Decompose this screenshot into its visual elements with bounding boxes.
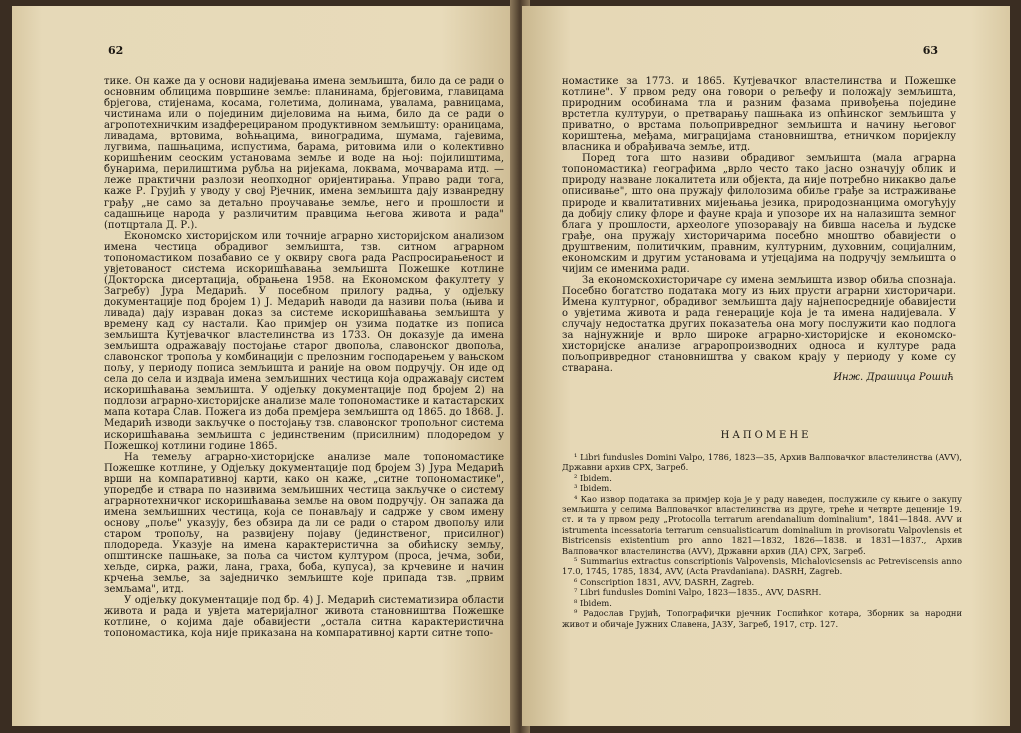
notes-heading: НАПОМЕНЕ bbox=[720, 430, 812, 441]
footnote: ¹ Libri fundusles Domini Valpo, 1786, 1823—35, Архив Валповачког властелинства (AVV), Државни архив СРХ, Загреб. bbox=[562, 452, 962, 473]
paragraph: За економскохисторичаре су имена земљишта извор обиља спознаја. Посебно богатство података могу из њих прусти аграрни хисторичари. Имена културног, обрадивог земљишта дају најнепосредније обавијести о увјетима живота и рада генерације која је та имена надијевала. У случају недостатка других показатеља она могу послужити као подлога за најнужније и врло широке аграрно-хисторијске и економско-хисторијске анализе аграропроизводних односа и културе рада пољопривредног становништва у сваком крају у периоду у коме су стварана. bbox=[562, 274, 956, 375]
footnote: ³ Ibidem. bbox=[574, 483, 612, 494]
footnote: ⁸ Ibidem. bbox=[574, 597, 612, 608]
page-number: 63 bbox=[922, 44, 938, 57]
right-page-body bbox=[562, 76, 956, 374]
paragraph: тике. Он каже да у основи надијевања имена земљишта, било да се ради о основним облицима површине земље: планинама, брјеговима, главицама брјегова, стијенама, косама, голетима, долинама, увалама, равницама, чистинама или о појединим дијеловима на њима, било да се ради о агропотехничким изадферецираном продуктивном земљишту: ораницама, ливадама, вртовима, воћњацима, виноградима, шумама, гајевима, лугвима, пашњацима, испустима, барама, ритовима или о колективно коришћеним сеоским установама земље и воде на њој: појилиштима, бунарима, перилиштима рубља на ријекама, локвама, мочварама итд. — леже практични разлози неопходног оријентирања. Управо ради тога, каже Р. Грујић у уводу у свој Рјечник, имена земљишта дају изванредну грађу „не само за детаљно проучавање земље, него и прошлости и садашњице народа у различитим правцима његова живота и рада" (потцртала Д. Р.). bbox=[104, 76, 504, 231]
author-signature: Инж. Драшица Рошић bbox=[833, 372, 954, 383]
left-page bbox=[12, 6, 517, 726]
paragraph: Поред тога што називи обрадивог земљишта (мала аграрна топономастика) географима „врло често тако јасно означују облик и природу назване локалитета или објекта, да није потребно никакво даље описивање", што она пружају филолозима обиље грађе за истраживање природе и квалитативних мијењања језика, природознанцима омогућују да добију слику флоре и фауне краја и упозоре их на налазишта земног блага у прошлости, археологе упозоравају на бивша насеља и људске грађе, она пружају хисторичарима посебно мноштво обавијести о друштвеним, политичким, правним, културним, духовним, социјалним, економским и другим установама и утјецајима на подручју земљишта о чијим се именима ради. bbox=[562, 153, 956, 275]
footnote: ⁷ Libri fundusles Domini Valpo, 1823—1835., AVV, DASRH. bbox=[574, 587, 822, 598]
footnote: ⁴ Као извор података за примјер која је у раду наведен, послужиле су књиге о закупу земљишта у селима Валповачког властелинства из друге, треће и четврте деценије 19. ст. и та у првом реду „Protocolla terrarum arendanalium dominalium", 1841—1848. AVV и istrumenta incessatoria terrarum censualisticarum dominalium in provisoratu Valpovlensis et Bistricensis existentium pro anno 1821—1832, 1826—1838. и 1831—1837., Архив Валповачког властелинства (AVV), Државни архив (ДА) СРХ, Загреб. bbox=[562, 493, 962, 556]
footnote: ⁵ Summarius extractus conscriptionis Valpovensis, Michalovicsensis ac Petreviscensis anno 17.0, 1745, 1785, 1834, AVV, (Acta Pravdaniana). DASRH, Zagreb. bbox=[562, 556, 962, 577]
paragraph: У одјељку документације под бр. 4) Ј. Медарић систематизира области живота и рада и увјета материјалног живота становништва Пожешке котлине, о којима даје обавијести „остала ситна карактеристична топономастика, која није приказана на компаративној карти ситне топо- bbox=[104, 595, 504, 640]
left-page-body bbox=[104, 76, 504, 639]
footnote: ⁹ Радослав Грујић, Топографички рјечник Госпићког котара, Зборник за народни живот и обичаје Јужних Славена, ЈАЗУ, Загреб, 1917, стр. 127. bbox=[562, 608, 962, 629]
paragraph: номастике за 1773. и 1865. Кутјевачког властелинства и Пожешке котлине". У првом реду она говори о рељефу и положају земљишта, природним особинама тла и разним фазама привођења поједине врстетла културуи, о претварању пашњака из опћинског земљишта у приватно, о врстама пољопривредног земљишта и начину његовог кориштења, међама, миграцијама становништва, етничком поријеклу власника и обрађивача земље, итд. bbox=[562, 76, 956, 154]
page-number: 62 bbox=[108, 44, 124, 57]
paragraph: На темељу аграрно-хисторијске анализе мале топономастике Пожешке котлине, у Одјељку документације под бројем 3) Јура Медарић врши на компаративној карти, како он каже, „ситне топономастике", упоредбе и ствара по називима земљишних честица закључке о систему аграрнотехничког искоришћавања земље на овом подручју. Он запажа да имена земљишних честица, која се понављају и садрже у свом имену основу „поље" указују, без обзира да ли се ради о старом двопољу или старом тропољу, на развијену појаву (јединственог, присилног) плодореда. Указује на имена карактеристична за обићиску земљу, општинске пашњаке, за поља са чистом културом (проса, јечма, зоби, хељде, сирка, ражи, лана, граха, боба, купуса), за крчевине и начин крчења земље, за заједничко земљиште које припада тзв. „првим земљама", итд. bbox=[104, 451, 504, 596]
paragraph: Економско хисторијском или точније аграрно хисторијском анализом имена честица обрадивог земљишта, тзв. ситном аграрном топономастиком позабавио се у оквиру свога рада Распросирањеност и увјетованост система искоришћавања земљишта Пожешке котлине (Докторска дисертација, обрањена 1958. на Економском факултету у Загребу) Јура Медарић. У посебном прилогу радња, у одјељку документације под бројем 1) Ј. Медарић наводи да називи поља (њива и ливада) дају израван доказ за системе искоришћавања земљишта у времену кад су настали. Као примјер он узима податке из пописа земљишта Кутјевачког властелинства из 1733. Он доказује да имена земљишта одражавају постојање старог двопоља, славонског двопоља, славонског тропоља у комбинацији с прелозним господарењем у вањском пољу, у периоду пописа земљишта и раније на овом подручју. Он иде од села до села и издваја имена земљишних честица која одражавају систем искоришћавања земљишта. У одјељку документације под бројем 2) на подлози аграрно-хисторијске анализе мале топономастике и катастарских мапа котара Слав. Пожега из доба премјера земљишта од 1865. до 1868. Ј. Медарић изводи закључке о постојању тзв. славонског тропољног система искоришћавања земљишта с јединственим (присилним) плодоредом у Пожешкој котлини године 1865. bbox=[104, 230, 504, 452]
footnote: ² Ibidem. bbox=[574, 472, 612, 483]
footnotes bbox=[562, 452, 962, 629]
footnote: ⁶ Conscription 1831, AVV, DASRH, Zagreb. bbox=[574, 576, 755, 587]
right-page bbox=[522, 6, 1010, 726]
